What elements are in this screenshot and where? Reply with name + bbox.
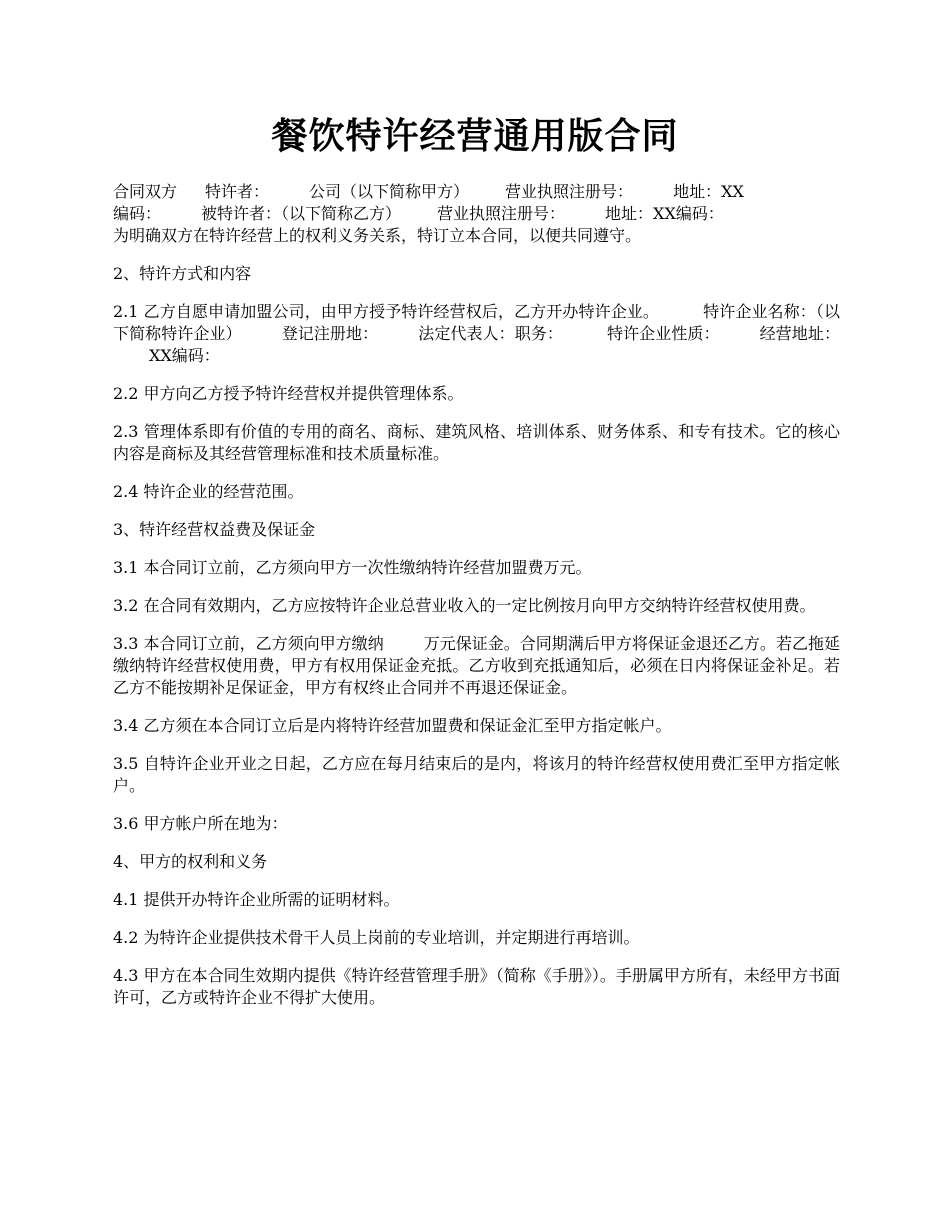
clause-3-1: 3.1 本合同订立前，乙方须向甲方一次性缴纳特许经营加盟费万元。	[113, 558, 592, 577]
clause-3-3	[113, 633, 840, 699]
document-title: 餐饮特许经营通用版合同	[271, 115, 679, 157]
clause-4-2: 4.2 为特许企业提供技术骨干人员上岗前的专业培训，并定期进行再培训。	[113, 928, 640, 947]
franchise-name-label: 特许企业名称：（以下简称特许企业）	[113, 302, 840, 343]
postcode-label-1: 编码：	[113, 204, 162, 223]
section-2-heading: 2、特许方式和内容	[113, 264, 252, 283]
legal-representative-label: 法定代表人：职务：	[418, 324, 563, 343]
license-label-1: 营业执照注册号：	[505, 182, 634, 201]
clause-2-1-text: 2.1 乙方自愿申请加盟公司，由甲方授予特许经营权后，乙方开办特许企业。	[113, 302, 660, 321]
clause-3-4: 3.4 乙方须在本合同订立后是内将特许经营加盟费和保证金汇至甲方指定帐户。	[113, 716, 672, 735]
clause-2-4: 2.4 特许企业的经营范围。	[113, 482, 304, 501]
clause-3-3-text-b: 万元保证金。合同期满后甲方将保证金退还乙方。若乙拖延缴纳特许经营权使用费，甲方有权用保证金充抵。乙方收到充抵通知后，必须在日内将保证金补足。若乙方不能按期补足保证金，甲方有权终止合同并不再退还保证金。	[113, 634, 840, 697]
clause-3-2: 3.2 在合同有效期内，乙方应按特许企业总营业收入的一定比例按月向甲方交纳特许经营权使用费。	[113, 596, 816, 615]
address-postcode-2: 地址：XX编码：	[605, 204, 724, 223]
intro-purpose: 为明确双方在特许经营上的权利义务关系，特订立本合同，以便共同遵守。	[113, 226, 642, 245]
license-label-2: 营业执照注册号：	[437, 204, 566, 223]
clause-2-3: 2.3 管理体系即有价值的专用的商名、商标、建筑风格、培训体系、财务体系、和专有技术。它的核心内容是商标及其经营管理标准和技术质量标准。	[113, 422, 840, 463]
parties-label: 合同双方	[113, 182, 178, 201]
address-label-1: 地址：XX	[673, 182, 744, 201]
intro-paragraph	[113, 181, 840, 247]
clause-2-1	[113, 301, 840, 367]
document-body	[113, 181, 840, 1025]
clause-3-6: 3.6 甲方帐户所在地为：	[113, 814, 288, 833]
intro-line-1	[113, 181, 840, 203]
clause-3-3-text-a: 3.3 本合同订立前，乙方须向甲方缴纳	[113, 634, 384, 653]
franchisee-label: 被特许者：（以下简称乙方）	[201, 204, 402, 223]
franchise-nature-label: 特许企业性质：	[606, 324, 720, 343]
section-4-heading: 4、甲方的权利和义务	[113, 852, 268, 871]
clause-4-1: 4.1 提供开办特许企业所需的证明材料。	[113, 890, 400, 909]
clause-4-3: 4.3 甲方在本合同生效期内提供《特许经营管理手册》（简称《手册》）。手册属甲方所有，未经甲方书面许可，乙方或特许企业不得扩大使用。	[113, 966, 840, 1007]
clause-2-2: 2.2 甲方向乙方授予特许经营权并提供管理体系。	[113, 384, 464, 403]
postcode-label: XX编码：	[149, 346, 220, 365]
intro-line-2	[113, 203, 840, 225]
registration-place-label: 登记注册地：	[281, 324, 379, 343]
section-3-heading: 3、特许经营权益费及保证金	[113, 520, 316, 539]
clause-3-5: 3.5 自特许企业开业之日起，乙方应在每月结束后的是内，将该月的特许经营权使用费汇至甲方指定帐户。	[113, 754, 840, 795]
company-label: 公司（以下简称甲方）	[309, 182, 470, 201]
franchisor-label: 特许者：	[205, 182, 270, 201]
business-address-label: 经营地址：	[759, 324, 840, 343]
